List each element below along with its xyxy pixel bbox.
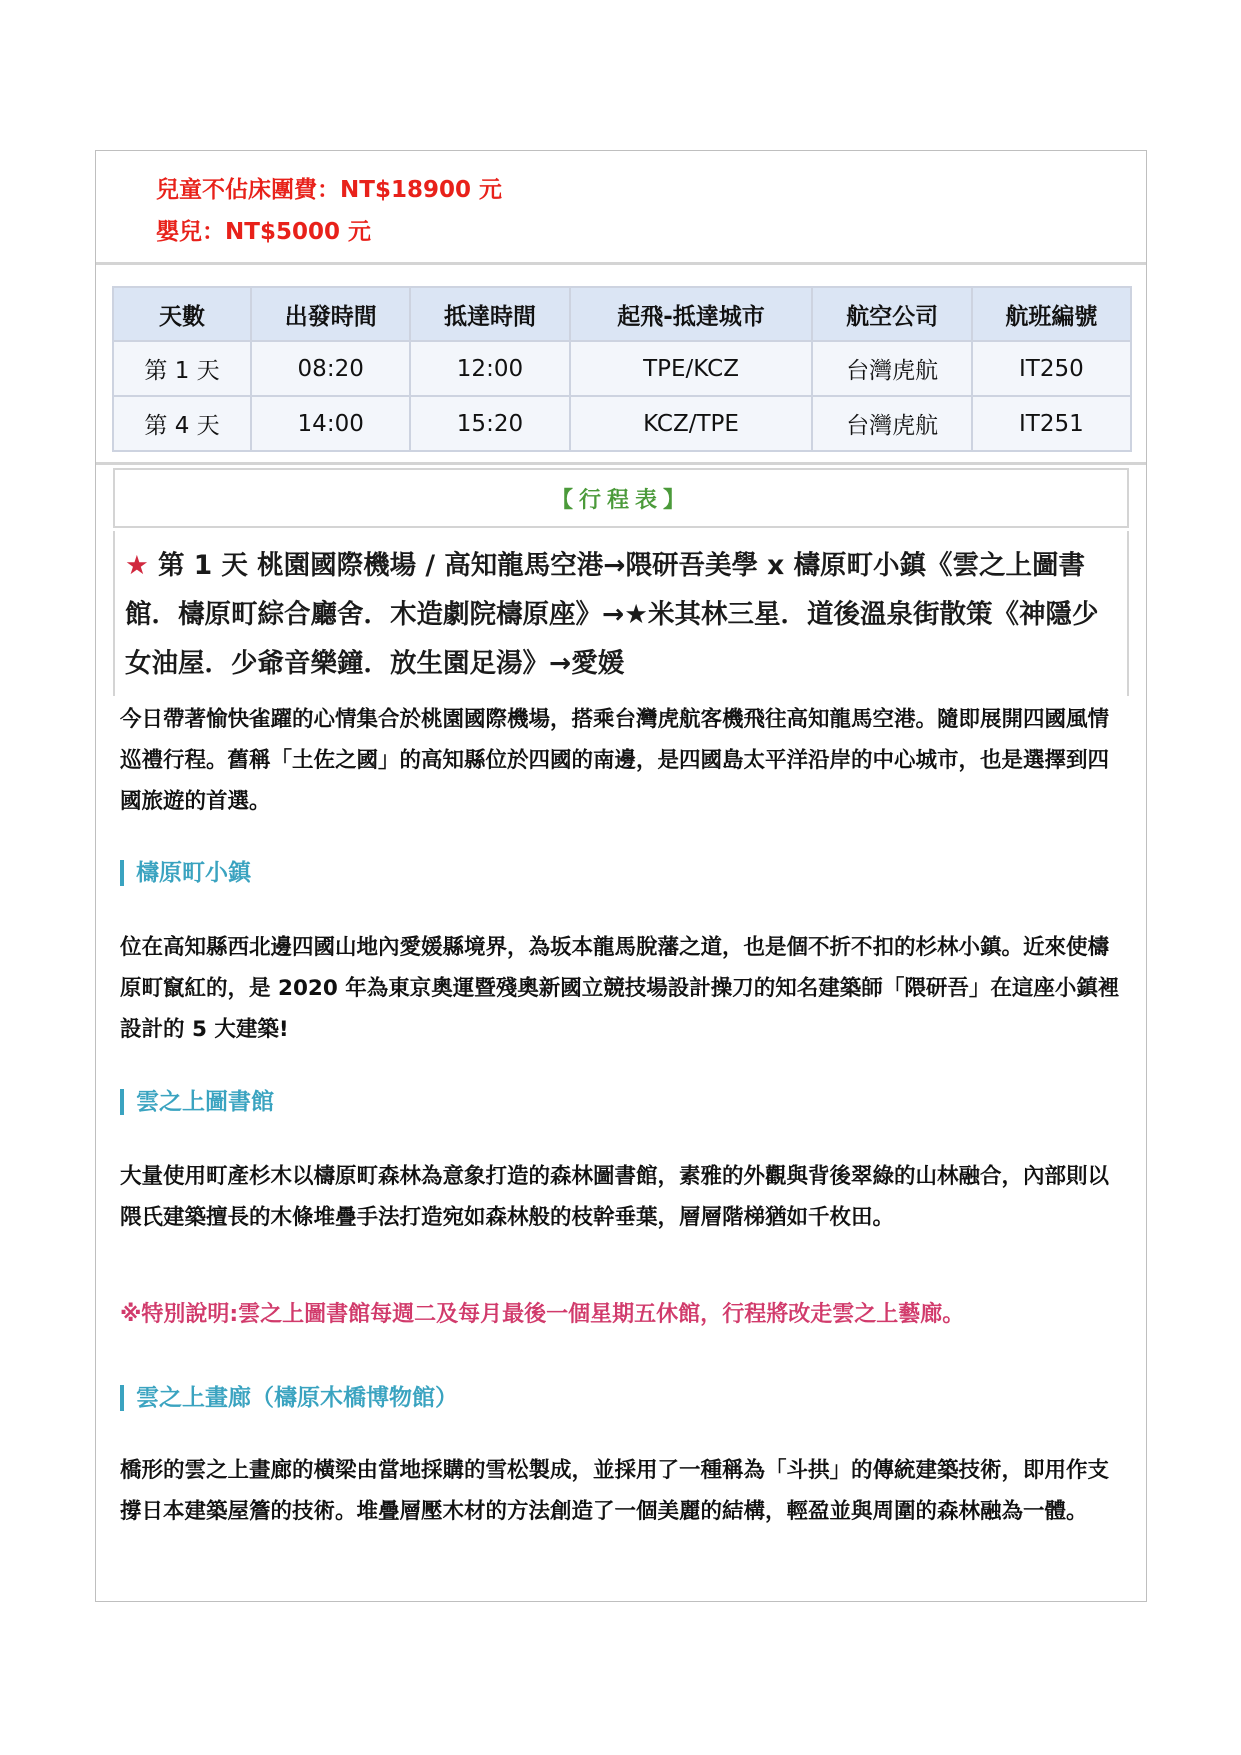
- cell-flight-no: IT250: [972, 341, 1131, 396]
- section-body-yusuhara-town: 位在高知縣西北邊四國山地內愛媛縣境界，為坂本龍馬脫藩之道，也是個不折不扣的杉林小鎮。近來使檮原町竄紅的，是 2020 年為東京奧運暨殘奧新國立競技場設計操刀的知名建築師「隈研吾」在這座小鎮裡設計的 5 大建築!: [120, 935, 1120, 1042]
- header-airline: 航空公司: [812, 287, 971, 341]
- table-row: [113, 396, 1131, 451]
- cell-arrive-time: 12:00: [410, 341, 569, 396]
- section-heading-yusuhara-town: 檮原町小鎮: [120, 860, 251, 886]
- section-body-gallery: 橋形的雲之上畫廊的橫梁由當地採購的雪松製成，並採用了一種稱為「斗拱」的傳統建築技術，即用作支撐日本建築屋簷的技術。堆疊層壓木材的方法創造了一個美麗的結構，輕盈並與周圍的森林融為一體。: [120, 1458, 1110, 1524]
- header-route: 起飛-抵達城市: [570, 287, 813, 341]
- section-body-library: 大量使用町產杉木以檮原町森林為意象打造的森林圖書館，素雅的外觀與背後翠綠的山林融合，內部則以隈氏建築擅長的木條堆疊手法打造宛如森林般的枝幹垂葉，層層階梯猶如千枚田。: [120, 1164, 1110, 1230]
- day1-intro: 今日帶著愉快雀躍的心情集合於桃園國際機場，搭乘台灣虎航客機飛往高知龍馬空港。隨即展開四國風情巡禮行程。舊稱「土佐之國」的高知縣位於四國的南邊，是四國島太平洋沿岸的中心城市，也是選擇到四國旅遊的首選。: [120, 707, 1110, 814]
- section-heading-library: 雲之上圖書館: [120, 1089, 274, 1115]
- header-arrive-time: 抵達時間: [410, 287, 569, 341]
- table-row: [113, 341, 1131, 396]
- pricing-box: [96, 151, 1146, 265]
- cell-route: KCZ/TPE: [570, 396, 813, 451]
- header-depart-time: 出發時間: [251, 287, 410, 341]
- flight-table-header-row: [113, 287, 1131, 341]
- itinerary-title-box: [113, 468, 1129, 528]
- day1-title-box: [113, 531, 1129, 696]
- cell-flight-no: IT251: [972, 396, 1131, 451]
- star-icon: ★: [125, 550, 149, 581]
- day1-title-text: 第 1 天 桃園國際機場 / 高知龍馬空港→隈研吾美學 x 檮原町小鎮《雲之上圖書館．檮原町綜合廳舍．木造劇院檮原座》→★米其林三星．道後溫泉街散策《神隱少女油屋．少爺音樂鐘．放生園足湯》→愛媛: [125, 550, 1099, 679]
- library-closure-note: ※特別說明:雲之上圖書館每週二及每月最後一個星期五休館，行程將改走雲之上藝廊。: [120, 1302, 965, 1327]
- cell-depart-time: 14:00: [251, 396, 410, 451]
- cell-depart-time: 08:20: [251, 341, 410, 396]
- cell-route: TPE/KCZ: [570, 341, 813, 396]
- header-day: 天數: [113, 287, 251, 341]
- cell-arrive-time: 15:20: [410, 396, 569, 451]
- day1-title: [125, 541, 1115, 688]
- cell-day: 第 4 天: [113, 396, 251, 451]
- itinerary-title: 【行程表】: [550, 487, 691, 513]
- flight-table: [112, 286, 1132, 452]
- cell-day: 第 1 天: [113, 341, 251, 396]
- child-no-bed-price: 兒童不佔床團費：NT$18900 元: [156, 177, 502, 203]
- header-flight-no: 航班編號: [972, 287, 1131, 341]
- cell-airline: 台灣虎航: [812, 341, 971, 396]
- cell-airline: 台灣虎航: [812, 396, 971, 451]
- flight-box: [96, 268, 1146, 465]
- infant-price: 嬰兒：NT$5000 元: [156, 219, 371, 245]
- section-heading-gallery: 雲之上畫廊（檮原木橋博物館）: [120, 1385, 458, 1411]
